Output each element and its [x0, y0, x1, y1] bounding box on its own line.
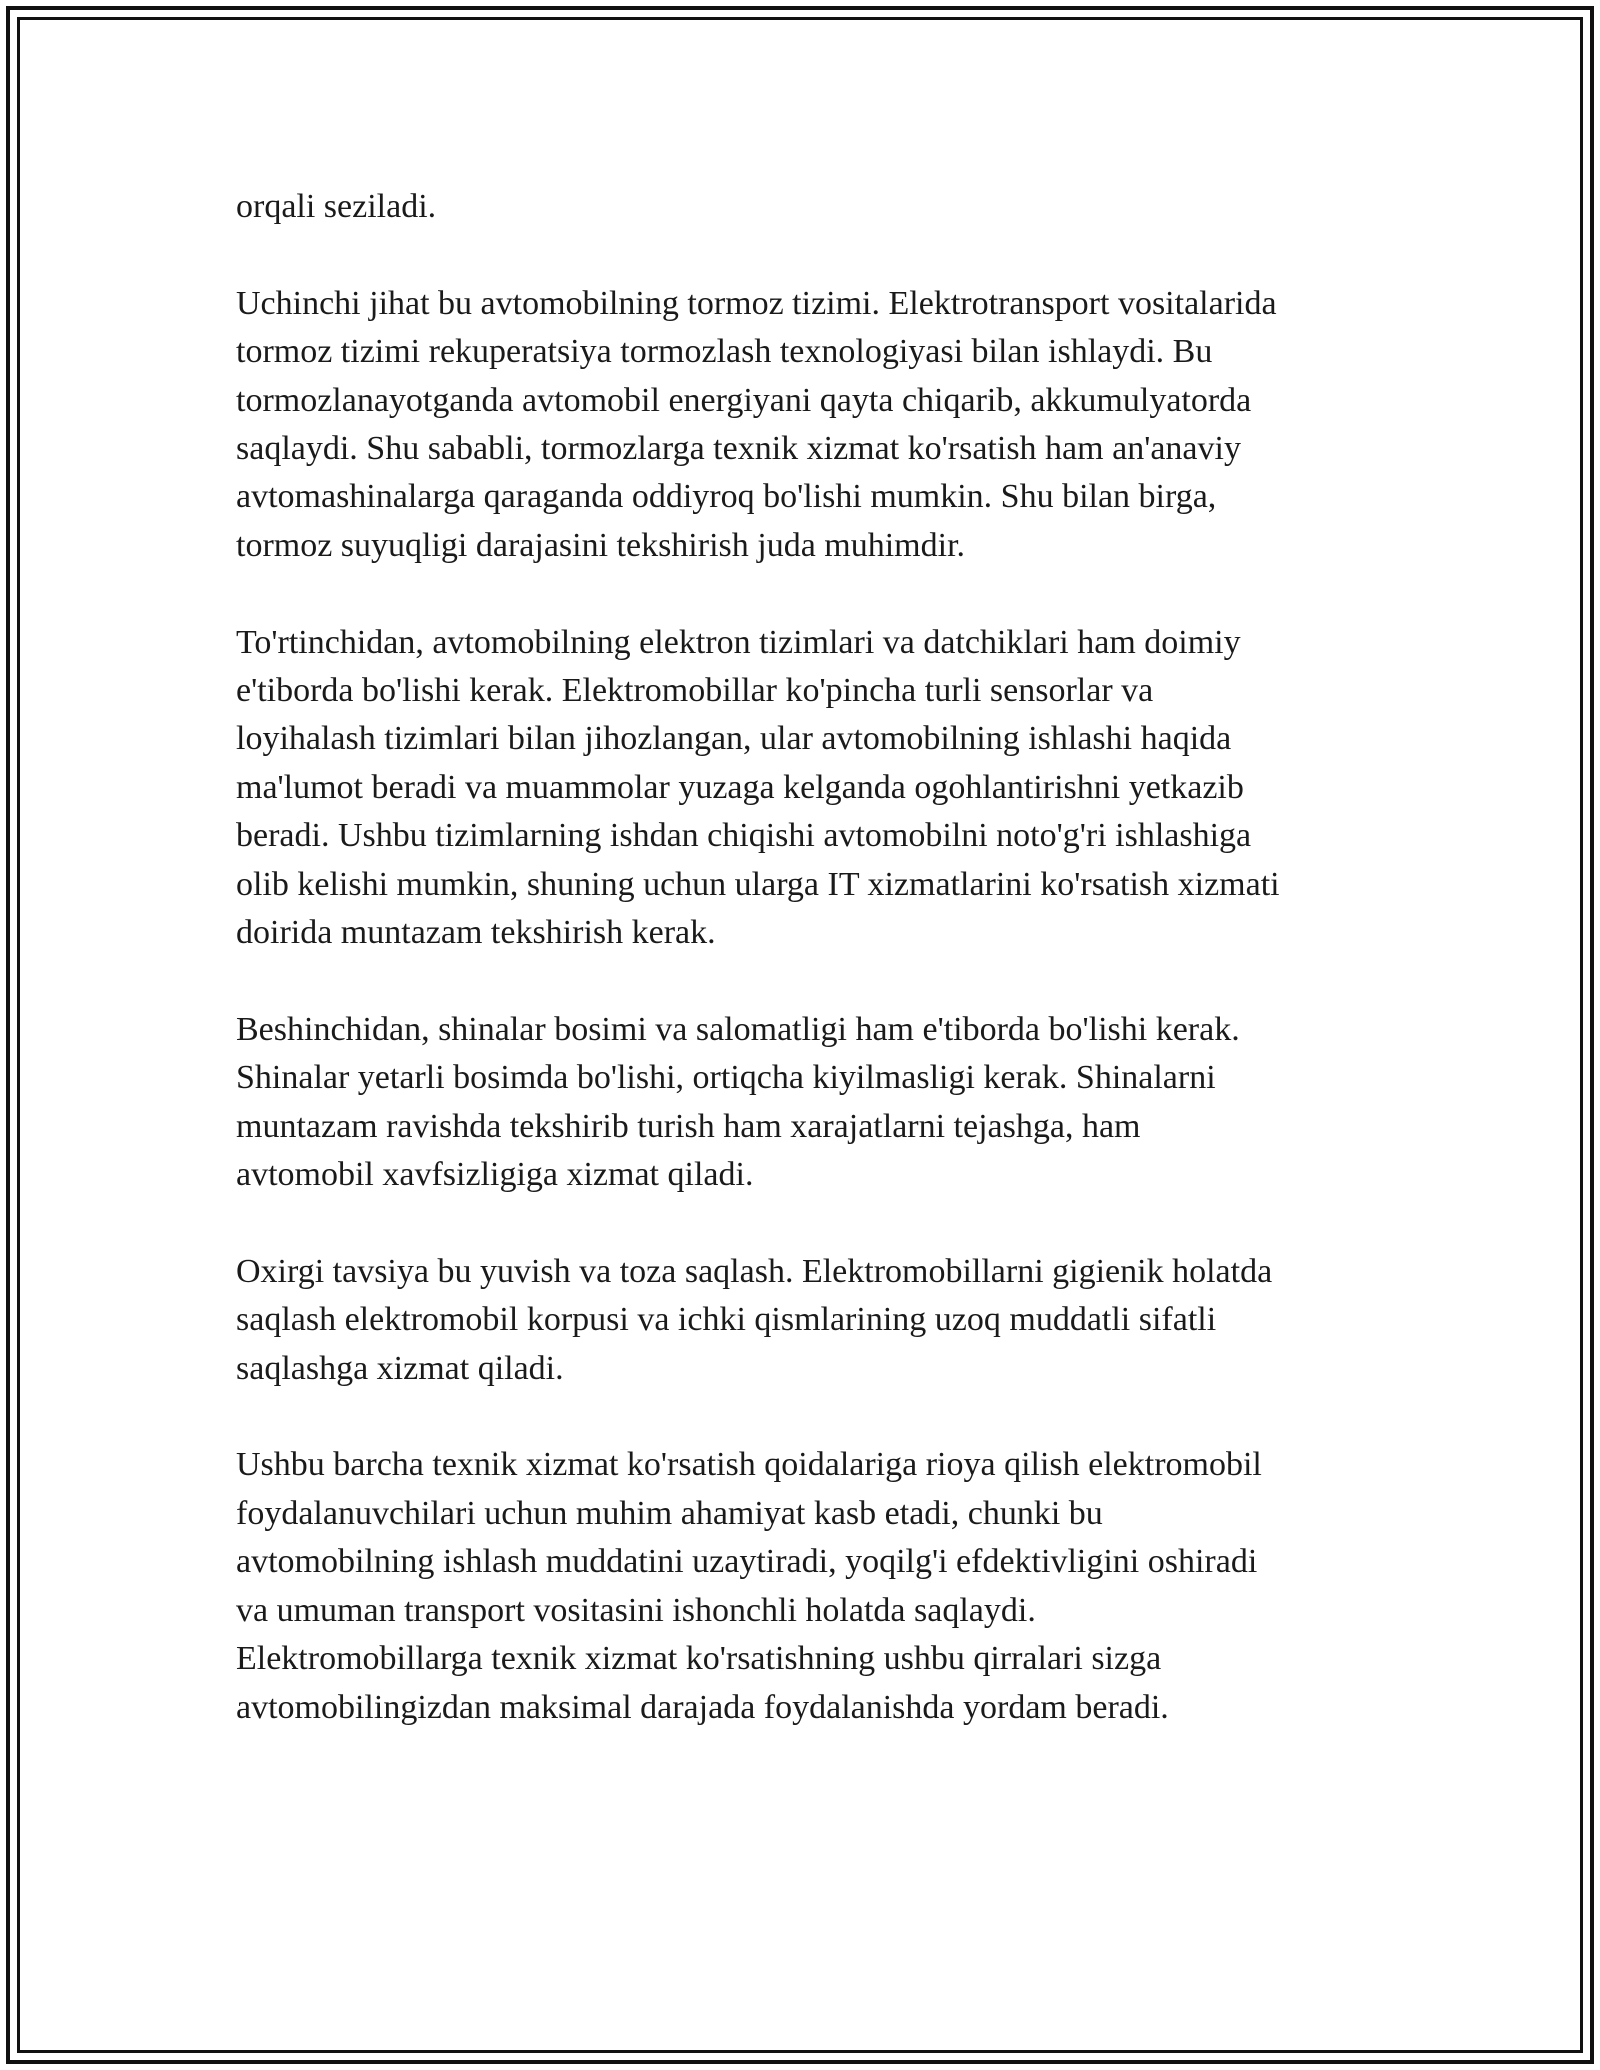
text-line: loyihalash tizimlari bilan jihozlangan, ular avtomobilning ishlashi haqida [236, 720, 1232, 758]
text-line: avtomashinalarga qaraganda oddiyroq bo'lishi mumkin. Shu bilan birga, [236, 478, 1217, 516]
text-line: avtomobilning ishlash muddatini uzaytiradi, yoqilg'i efdektivligini oshiradi [236, 1543, 1258, 1581]
text-line: Beshinchidan, shinalar bosimi va salomatligi ham e'tiborda bo'lishi kerak. [236, 1010, 1240, 1048]
text-line: Oxirgi tavsiya bu yuvish va toza saqlash. Elektromobillarni gigienik holatda [236, 1252, 1273, 1290]
text-line: avtomobilingizdan maksimal darajada foydalanishda yordam beradi. [236, 1688, 1169, 1726]
document-body [236, 183, 1386, 1780]
text-line: doirida muntazam tekshirish kerak. [236, 914, 716, 952]
text-line: saqlaydi. Shu sababli, tormozlarga texnik xizmat ko'rsatish ham an'anaviy [236, 430, 1241, 468]
text-line: Uchinchi jihat bu avtomobilning tormoz tizimi. Elektrotransport vositalarida [236, 284, 1277, 322]
paragraph-conclusion [236, 1441, 1386, 1731]
text-line: foydalanuvchilari uchun muhim ahamiyat kasb etadi, chunki bu [236, 1494, 1103, 1532]
text-line: olib kelishi mumkin, shuning uchun ularga IT xizmatlarini ko'rsatish xizmati [236, 865, 1280, 903]
text-line: Elektromobillarga texnik xizmat ko'rsatishning ushbu qirralari sizga [236, 1640, 1162, 1678]
text-line: orqali seziladi. [236, 188, 437, 225]
text-line: tormoz tizimi rekuperatsiya tormozlash texnologiyasi bilan ishlaydi. Bu [236, 333, 1213, 371]
text-line: Ushbu barcha texnik xizmat ko'rsatish qoidalariga rioya qilish elektromobil [236, 1446, 1262, 1484]
paragraph-tires [236, 1006, 1386, 1200]
text-line: To'rtinchidan, avtomobilning elektron tizimlari va datchiklari ham doimiy [236, 623, 1241, 661]
text-line: ma'lumot beradi va muammolar yuzaga kelganda ogohlantirishni yetkazib [236, 768, 1244, 806]
paragraph-continuation [236, 183, 1386, 231]
text-line: saqlashga xizmat qiladi. [236, 1349, 564, 1387]
text-line: tormoz suyuqligi darajasini tekshirish juda muhimdir. [236, 526, 966, 564]
paragraph-electronic-systems [236, 619, 1386, 958]
text-line: saqlash elektromobil korpusi va ichki qismlarining uzoq muddatli sifatli [236, 1301, 1217, 1339]
paragraph-brake-system [236, 280, 1386, 570]
text-line: Shinalar yetarli bosimda bo'lishi, ortiqcha kiyilmasligi kerak. Shinalarni [236, 1059, 1216, 1097]
text-line: e'tiborda bo'lishi kerak. Elektromobillar ko'pincha turli sensorlar va [236, 672, 1154, 710]
text-line: avtomobil xavfsizligiga xizmat qiladi. [236, 1156, 754, 1194]
text-line: va umuman transport vositasini ishonchli holatda saqlaydi. [236, 1591, 1036, 1629]
paragraph-washing [236, 1248, 1386, 1393]
text-line: tormozlanayotganda avtomobil energiyani qayta chiqarib, akkumulyatorda [236, 381, 1252, 419]
text-line: beradi. Ushbu tizimlarning ishdan chiqishi avtomobilni noto'g'ri ishlashiga [236, 817, 1252, 855]
text-line: muntazam ravishda tekshirib turish ham xarajatlarni tejashga, ham [236, 1107, 1141, 1145]
